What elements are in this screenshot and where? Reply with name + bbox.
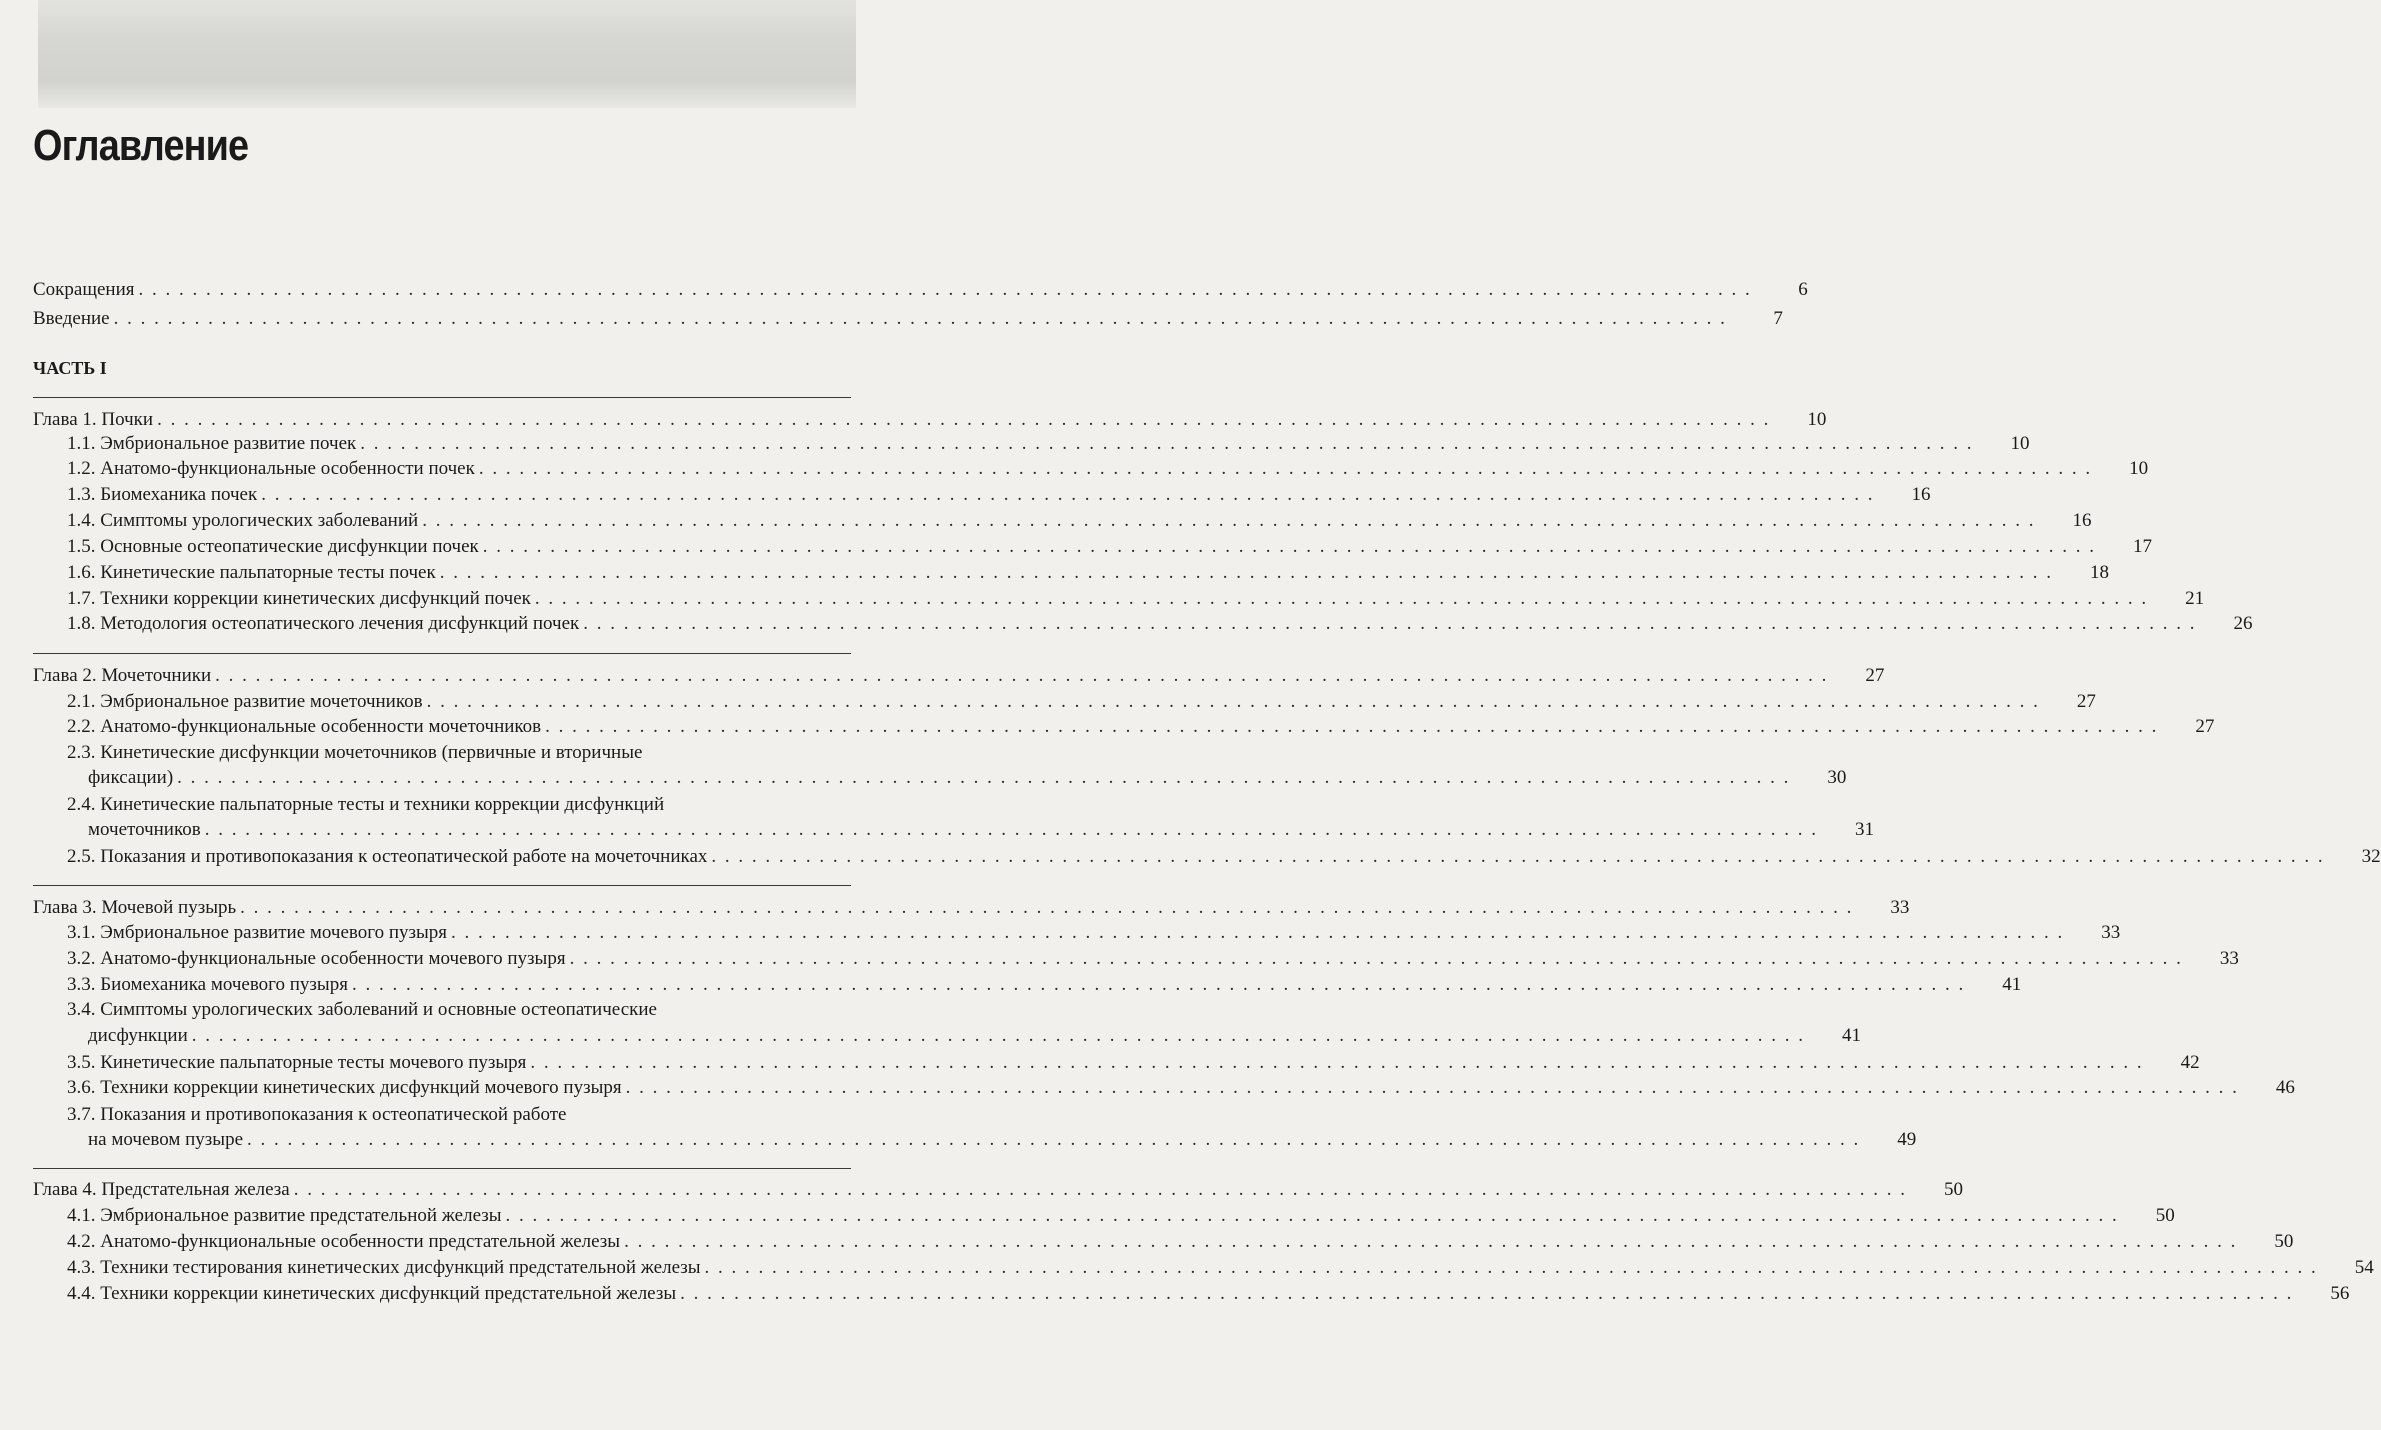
dot-leader: . . . . . . . . . . . . . . . . . . . . . . . . . . . . . . . . . . . . . . . . . . . . . . . . . . . . . . . . . . . . . . . . . . . . . . . . . . . . . . . . . . . . . . . . . . . . . . . . . . . . . . . . . . . . . . . . . . . . . . . . xyxy=(138,279,1752,300)
toc-entry-introduction xyxy=(0,307,1783,331)
toc-chapter-3 xyxy=(0,896,1910,920)
toc-section-3-4: 3.4. Симптомы урологических заболеваний и основные остеопатические xyxy=(67,999,657,1020)
toc-section-1-5 xyxy=(0,535,2152,559)
toc-section-1-7 xyxy=(0,587,2205,611)
dot-leader: . . . . . . . . . . . . . . . . . . . . . . . . . . . . . . . . . . . . . . . . . . . . . . . . . . . . . . . . . . . . . . . . . . . . . . . . . . . . . . . . . . . . . . . . . . . . . . . . . . . . . . . . . . . . . . . . . . . . . . . . xyxy=(113,308,1727,329)
toc-section-1-6 xyxy=(0,561,2109,585)
toc-entry-text: 4.4. Техники коррекции кинетических дисфункций предстательной железы xyxy=(67,1283,677,1304)
toc-page-number: 31 xyxy=(1854,819,1874,840)
dot-leader: . . . . . . . . . . . . . . . . . . . . . . . . . . . . . . . . . . . . . . . . . . . . . . . . . . . . . . . . . . . . . . . . . . . . . . . . . . . . . . . . . . . . . . . . . . . . . . . . . . . . . . . . . . . . . . . . . . . . . . . . xyxy=(240,897,1854,918)
dot-leader: . . . . . . . . . . . . . . . . . . . . . . . . . . . . . . . . . . . . . . . . . . . . . . . . . . . . . . . . . . . . . . . . . . . . . . . . . . . . . . . . . . . . . . . . . . . . . . . . . . . . . . . . . . . . . . . . . . . . . . . . xyxy=(482,536,2096,557)
dot-leader: . . . . . . . . . . . . . . . . . . . . . . . . . . . . . . . . . . . . . . . . . . . . . . . . . . . . . . . . . . . . . . . . . . . . . . . . . . . . . . . . . . . . . . . . . . . . . . . . . . . . . . . . . . . . . . . . . . . . . . . . xyxy=(569,948,2183,969)
toc-entry-text: Глава 4. Предстательная железа xyxy=(33,1179,290,1200)
toc-section-1-4 xyxy=(0,509,2092,533)
toc-page-number: 56 xyxy=(2330,1283,2350,1304)
toc-entry-text: Глава 1. Почки xyxy=(33,409,154,430)
toc-page-number: 49 xyxy=(1897,1129,1917,1150)
section-divider xyxy=(33,1168,851,1169)
toc-entry-text: 1.3. Биомеханика почек xyxy=(67,484,258,505)
toc-section-3-5 xyxy=(0,1051,2200,1075)
toc-entry-text: 3.6. Техники коррекции кинетических дисфункций мочевого пузыря xyxy=(67,1077,622,1098)
dot-leader: . . . . . . . . . . . . . . . . . . . . . . . . . . . . . . . . . . . . . . . . . . . . . . . . . . . . . . . . . . . . . . . . . . . . . . . . . . . . . . . . . . . . . . . . . . . . . . . . . . . . . . . . . . . . . . . . . . . . . . . . xyxy=(204,819,1818,840)
dot-leader: . . . . . . . . . . . . . . . . . . . . . . . . . . . . . . . . . . . . . . . . . . . . . . . . . . . . . . . . . . . . . . . . . . . . . . . . . . . . . . . . . . . . . . . . . . . . . . . . . . . . . . . . . . . . . . . . . . . . . . . . xyxy=(534,588,2149,609)
toc-entry-text: Глава 2. Мочеточники xyxy=(33,665,212,686)
toc-entry-text: Сокращения xyxy=(33,279,135,300)
toc-page-number: 54 xyxy=(2354,1257,2374,1278)
toc-entry-text: мочеточников xyxy=(88,819,201,840)
dot-leader: . . . . . . . . . . . . . . . . . . . . . . . . . . . . . . . . . . . . . . . . . . . . . . . . . . . . . . . . . . . . . . . . . . . . . . . . . . . . . . . . . . . . . . . . . . . . . . . . . . . . . . . . . . . . . . . . . . . . . . . . xyxy=(191,1025,1805,1046)
toc-entry-abbreviations xyxy=(0,278,1808,302)
toc-page-number: 27 xyxy=(1865,665,1885,686)
toc-section-4-2 xyxy=(0,1230,2294,1254)
toc-page-number: 27 xyxy=(2076,691,2096,712)
dot-leader: . . . . . . . . . . . . . . . . . . . . . . . . . . . . . . . . . . . . . . . . . . . . . . . . . . . . . . . . . . . . . . . . . . . . . . . . . . . . . . . . . . . . . . . . . . . . . . . . . . . . . . . . . . . . . . . . . . . . . . . . xyxy=(247,1129,1861,1150)
toc-page-number: 50 xyxy=(2155,1205,2175,1226)
toc-chapter-2 xyxy=(0,664,1885,688)
toc-entry-text: 1.6. Кинетические пальпаторные тесты почек xyxy=(67,562,436,583)
toc-entry-text: 4.2. Анатомо-функциональные особенности предстательной железы xyxy=(67,1231,621,1252)
toc-entry-text: 3.5. Кинетические пальпаторные тесты мочевого пузыря xyxy=(67,1052,527,1073)
toc-section-1-3 xyxy=(0,483,1931,507)
toc-entry-text: Глава 3. Мочевой пузырь xyxy=(33,897,237,918)
dot-leader: . . . . . . . . . . . . . . . . . . . . . . . . . . . . . . . . . . . . . . . . . . . . . . . . . . . . . . . . . . . . . . . . . . . . . . . . . . . . . . . . . . . . . . . . . . . . . . . . . . . . . . . . . . . . . . . . . . . . . . . . xyxy=(545,716,2159,737)
dot-leader: . . . . . . . . . . . . . . . . . . . . . . . . . . . . . . . . . . . . . . . . . . . . . . . . . . . . . . . . . . . . . . . . . . . . . . . . . . . . . . . . . . . . . . . . . . . . . . . . . . . . . . . . . . . . . . . . . . . . . . . . xyxy=(177,767,1791,788)
toc-page-number: 50 xyxy=(2274,1231,2294,1252)
toc-entry-text: 1.7. Техники коррекции кинетических дисфункций почек xyxy=(67,588,531,609)
toc-chapter-1 xyxy=(0,408,1827,432)
toc-page-number: 50 xyxy=(1943,1179,1963,1200)
toc-entry-text: 2.5. Показания и противопоказания к остеопатической работе на мочеточниках xyxy=(67,846,708,867)
dot-leader: . . . . . . . . . . . . . . . . . . . . . . . . . . . . . . . . . . . . . . . . . . . . . . . . . . . . . . . . . . . . . . . . . . . . . . . . . . . . . . . . . . . . . . . . . . . . . . . . . . . . . . . . . . . . . . . . . . . . . . . . xyxy=(711,846,2325,867)
toc-page-number: 10 xyxy=(1807,409,1827,430)
toc-section-3-1 xyxy=(0,921,2121,945)
toc-entry-text: 3.3. Биомеханика мочевого пузыря xyxy=(67,974,348,995)
toc-entry-text: 3.2. Анатомо-функциональные особенности мочевого пузыря xyxy=(67,948,566,969)
toc-page-number: 42 xyxy=(2180,1052,2200,1073)
toc-section-1-1 xyxy=(0,432,2030,456)
section-divider xyxy=(33,885,851,886)
toc-page-number: 32 xyxy=(2361,846,2381,867)
toc-entry-text: 1.2. Анатомо-функциональные особенности почек xyxy=(67,458,475,479)
toc-page-number: 18 xyxy=(2089,562,2109,583)
part-heading: ЧАСТЬ I xyxy=(33,358,107,378)
toc-section-3-7-cont xyxy=(0,1128,1917,1152)
dot-leader: . . . . . . . . . . . . . . . . . . . . . . . . . . . . . . . . . . . . . . . . . . . . . . . . . . . . . . . . . . . . . . . . . . . . . . . . . . . . . . . . . . . . . . . . . . . . . . . . . . . . . . . . . . . . . . . . . . . . . . . . xyxy=(478,458,2093,479)
toc-entry-text: на мочевом пузыре xyxy=(88,1129,243,1150)
dot-leader: . . . . . . . . . . . . . . . . . . . . . . . . . . . . . . . . . . . . . . . . . . . . . . . . . . . . . . . . . . . . . . . . . . . . . . . . . . . . . . . . . . . . . . . . . . . . . . . . . . . . . . . . . . . . . . . . . . . . . . . . xyxy=(360,433,1974,454)
toc-section-2-4-cont xyxy=(0,818,1874,842)
toc-section-4-3 xyxy=(0,1256,2374,1280)
toc-section-1-2 xyxy=(0,457,2149,481)
toc-entry-text: 4.3. Техники тестирования кинетических дисфункций предстательной железы xyxy=(67,1257,701,1278)
toc-page-number: 41 xyxy=(1842,1025,1861,1046)
toc-entry-text: 1.8. Методология остеопатического лечения дисфункций почек xyxy=(67,613,580,634)
toc-page-number: 7 xyxy=(1773,308,1783,329)
toc-entry-text: 4.1. Эмбриональное развитие предстательной железы xyxy=(67,1205,502,1226)
toc-page-number: 27 xyxy=(2195,716,2215,737)
toc-entry-text: 2.1. Эмбриональное развитие мочеточников xyxy=(67,691,423,712)
dot-leader: . . . . . . . . . . . . . . . . . . . . . . . . . . . . . . . . . . . . . . . . . . . . . . . . . . . . . . . . . . . . . . . . . . . . . . . . . . . . . . . . . . . . . . . . . . . . . . . . . . . . . . . . . . . . . . . . . . . . . . . . xyxy=(293,1179,1907,1200)
toc-entry-text: Введение xyxy=(33,308,110,329)
toc-page-number: 33 xyxy=(2101,922,2121,943)
toc-section-3-4-cont xyxy=(0,1024,1861,1048)
page-title: Оглавление xyxy=(33,121,249,170)
dot-leader: . . . . . . . . . . . . . . . . . . . . . . . . . . . . . . . . . . . . . . . . . . . . . . . . . . . . . . . . . . . . . . . . . . . . . . . . . . . . . . . . . . . . . . . . . . . . . . . . . . . . . . . . . . . . . . . . . . . . . . . . xyxy=(680,1283,2294,1304)
toc-section-1-8 xyxy=(0,612,2253,636)
toc-page-number: 16 xyxy=(1911,484,1931,505)
toc-page-number: 21 xyxy=(2185,588,2205,609)
dot-leader: . . . . . . . . . . . . . . . . . . . . . . . . . . . . . . . . . . . . . . . . . . . . . . . . . . . . . . . . . . . . . . . . . . . . . . . . . . . . . . . . . . . . . . . . . . . . . . . . . . . . . . . . . . . . . . . . . . . . . . . . xyxy=(583,613,2197,634)
toc-section-3-3 xyxy=(0,973,2022,997)
dot-leader: . . . . . . . . . . . . . . . . . . . . . . . . . . . . . . . . . . . . . . . . . . . . . . . . . . . . . . . . . . . . . . . . . . . . . . . . . . . . . . . . . . . . . . . . . . . . . . . . . . . . . . . . . . . . . . . . . . . . . . . . xyxy=(505,1205,2119,1226)
toc-page-number: 33 xyxy=(2219,948,2239,969)
dot-leader: . . . . . . . . . . . . . . . . . . . . . . . . . . . . . . . . . . . . . . . . . . . . . . . . . . . . . . . . . . . . . . . . . . . . . . . . . . . . . . . . . . . . . . . . . . . . . . . . . . . . . . . . . . . . . . . . . . . . . . . . xyxy=(439,562,2053,583)
toc-page-number: 17 xyxy=(2133,536,2152,557)
toc-section-2-4: 2.4. Кинетические пальпаторные тесты и техники коррекции дисфункций xyxy=(67,794,665,815)
toc-section-4-4 xyxy=(0,1282,2350,1306)
toc-entry-text: дисфункции xyxy=(88,1025,188,1046)
dot-leader: . . . . . . . . . . . . . . . . . . . . . . . . . . . . . . . . . . . . . . . . . . . . . . . . . . . . . . . . . . . . . . . . . . . . . . . . . . . . . . . . . . . . . . . . . . . . . . . . . . . . . . . . . . . . . . . . . . . . . . . . xyxy=(157,409,1771,430)
dot-leader: . . . . . . . . . . . . . . . . . . . . . . . . . . . . . . . . . . . . . . . . . . . . . . . . . . . . . . . . . . . . . . . . . . . . . . . . . . . . . . . . . . . . . . . . . . . . . . . . . . . . . . . . . . . . . . . . . . . . . . . . xyxy=(351,974,1966,995)
toc-page-number: 33 xyxy=(1890,897,1910,918)
section-divider xyxy=(33,653,851,654)
dot-leader: . . . . . . . . . . . . . . . . . . . . . . . . . . . . . . . . . . . . . . . . . . . . . . . . . . . . . . . . . . . . . . . . . . . . . . . . . . . . . . . . . . . . . . . . . . . . . . . . . . . . . . . . . . . . . . . . . . . . . . . . xyxy=(704,1257,2318,1278)
toc-page-number: 30 xyxy=(1827,767,1847,788)
toc-entry-text: фиксации) xyxy=(88,767,174,788)
toc-section-3-7: 3.7. Показания и противопоказания к остеопатической работе xyxy=(67,1104,567,1125)
toc-page-number: 41 xyxy=(2002,974,2022,995)
dot-leader: . . . . . . . . . . . . . . . . . . . . . . . . . . . . . . . . . . . . . . . . . . . . . . . . . . . . . . . . . . . . . . . . . . . . . . . . . . . . . . . . . . . . . . . . . . . . . . . . . . . . . . . . . . . . . . . . . . . . . . . . xyxy=(451,922,2065,943)
toc-section-3-6 xyxy=(0,1076,2295,1100)
toc-section-2-5 xyxy=(0,845,2381,869)
toc-entry-text: 3.1. Эмбриональное развитие мочевого пузыря xyxy=(67,922,447,943)
toc-entry-text: 1.1. Эмбриональное развитие почек xyxy=(67,433,357,454)
toc-page-number: 26 xyxy=(2233,613,2253,634)
toc-section-4-1 xyxy=(0,1204,2175,1228)
dot-leader: . . . . . . . . . . . . . . . . . . . . . . . . . . . . . . . . . . . . . . . . . . . . . . . . . . . . . . . . . . . . . . . . . . . . . . . . . . . . . . . . . . . . . . . . . . . . . . . . . . . . . . . . . . . . . . . . . . . . . . . . xyxy=(422,510,2036,531)
toc-section-2-3: 2.3. Кинетические дисфункции мочеточников (первичные и вторичные xyxy=(67,742,643,763)
dot-leader: . . . . . . . . . . . . . . . . . . . . . . . . . . . . . . . . . . . . . . . . . . . . . . . . . . . . . . . . . . . . . . . . . . . . . . . . . . . . . . . . . . . . . . . . . . . . . . . . . . . . . . . . . . . . . . . . . . . . . . . . xyxy=(261,484,1875,505)
toc-section-2-1 xyxy=(0,690,2096,714)
toc-page-number: 6 xyxy=(1798,279,1808,300)
toc-page-number: 10 xyxy=(2129,458,2149,479)
dot-leader: . . . . . . . . . . . . . . . . . . . . . . . . . . . . . . . . . . . . . . . . . . . . . . . . . . . . . . . . . . . . . . . . . . . . . . . . . . . . . . . . . . . . . . . . . . . . . . . . . . . . . . . . . . . . . . . . . . . . . . . . xyxy=(426,691,2040,712)
section-divider xyxy=(33,397,851,398)
toc-page-number: 16 xyxy=(2072,510,2092,531)
toc-entry-text: 1.5. Основные остеопатические дисфункции почек xyxy=(67,536,479,557)
toc-page-number: 10 xyxy=(2010,433,2030,454)
dot-leader: . . . . . . . . . . . . . . . . . . . . . . . . . . . . . . . . . . . . . . . . . . . . . . . . . . . . . . . . . . . . . . . . . . . . . . . . . . . . . . . . . . . . . . . . . . . . . . . . . . . . . . . . . . . . . . . . . . . . . . . . xyxy=(215,665,1829,686)
toc-entry-text: 2.2. Анатомо-функциональные особенности мочеточников xyxy=(67,716,542,737)
toc-section-2-3-cont xyxy=(0,766,1847,790)
dot-leader: . . . . . . . . . . . . . . . . . . . . . . . . . . . . . . . . . . . . . . . . . . . . . . . . . . . . . . . . . . . . . . . . . . . . . . . . . . . . . . . . . . . . . . . . . . . . . . . . . . . . . . . . . . . . . . . . . . . . . . . . xyxy=(530,1052,2144,1073)
toc-section-3-2 xyxy=(0,947,2239,971)
dot-leader: . . . . . . . . . . . . . . . . . . . . . . . . . . . . . . . . . . . . . . . . . . . . . . . . . . . . . . . . . . . . . . . . . . . . . . . . . . . . . . . . . . . . . . . . . . . . . . . . . . . . . . . . . . . . . . . . . . . . . . . . xyxy=(624,1231,2238,1252)
toc-page-number: 46 xyxy=(2275,1077,2295,1098)
toc-entry-text: 1.4. Симптомы урологических заболеваний xyxy=(67,510,419,531)
toc-chapter-4 xyxy=(0,1178,1963,1202)
dot-leader: . . . . . . . . . . . . . . . . . . . . . . . . . . . . . . . . . . . . . . . . . . . . . . . . . . . . . . . . . . . . . . . . . . . . . . . . . . . . . . . . . . . . . . . . . . . . . . . . . . . . . . . . . . . . . . . . . . . . . . . . xyxy=(625,1077,2239,1098)
toc-section-2-2 xyxy=(0,715,2215,739)
